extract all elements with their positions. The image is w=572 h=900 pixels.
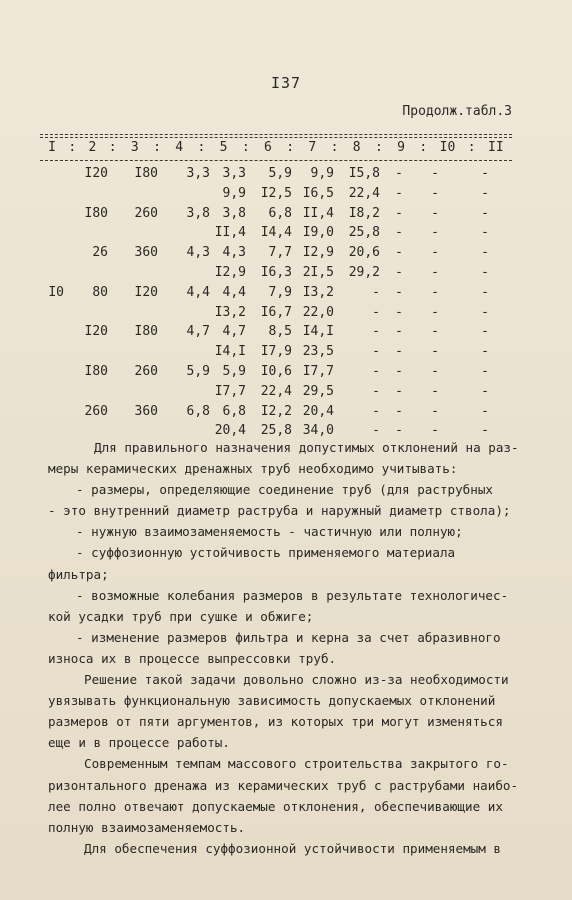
header-separator: : <box>241 140 250 155</box>
table-cell: I80 <box>134 324 158 340</box>
table-cell: - <box>372 423 380 439</box>
table-cell: - <box>431 245 439 261</box>
table-cell: 360 <box>134 403 158 419</box>
table-cell: 22,4 <box>348 185 380 201</box>
table-cell: - <box>481 324 489 340</box>
table-caption: Продолж.табл.3 <box>402 104 512 119</box>
table-cell: 29,2 <box>348 264 380 280</box>
text-line: лее полно отвечают допускаемые отклонения, обеспечивающие их <box>48 798 503 814</box>
table-cell: - <box>372 344 380 360</box>
table-header-cell: 8 <box>352 140 361 155</box>
table-cell: 7,9 <box>268 284 292 300</box>
table-cell: - <box>431 363 439 379</box>
table-cell: 4,3 <box>222 245 246 261</box>
table-cell: I7,9 <box>260 344 292 360</box>
table-cell: 260 <box>84 403 108 419</box>
header-separator: : <box>330 140 339 155</box>
text-line: увязывать функциональную зависимость допускаемых отклонений <box>48 693 496 709</box>
table-cell: 8,5 <box>268 324 292 340</box>
table-header-cell: I0 <box>439 140 456 155</box>
table-header-rule <box>40 160 512 161</box>
table-cell: I9,0 <box>302 225 334 241</box>
table-cell: 20,6 <box>348 245 380 261</box>
table-cell: 9,9 <box>222 185 246 201</box>
table-cell: - <box>395 344 403 360</box>
table-cell: I8,2 <box>348 205 380 221</box>
table-cell: 260 <box>134 205 158 221</box>
table-cell: - <box>395 423 403 439</box>
table-cell: - <box>431 225 439 241</box>
table-top-rule-double <box>40 137 512 138</box>
table-cell: 5,9 <box>222 363 246 379</box>
table-cell: I7,7 <box>302 363 334 379</box>
table-cell: I6,7 <box>260 304 292 320</box>
table-cell: - <box>431 344 439 360</box>
table-cell: I5,8 <box>348 166 380 181</box>
header-separator: : <box>108 140 117 155</box>
table-cell: 360 <box>134 245 158 261</box>
table-cell: - <box>395 205 403 221</box>
table-cell: - <box>431 166 439 181</box>
body-text <box>48 437 518 859</box>
table-cell: - <box>431 324 439 340</box>
text-line: - нужную взаимозаменяемость - частичную или полную; <box>76 524 463 540</box>
table-row <box>0 303 572 323</box>
table-cell: 20,4 <box>302 403 334 419</box>
table-cell: - <box>395 324 403 340</box>
table-cell: 26 <box>92 245 108 261</box>
table-cell: 25,8 <box>348 225 380 241</box>
header-separator: : <box>286 140 295 155</box>
table-cell: I3,2 <box>302 284 334 300</box>
table-cell: - <box>372 284 380 300</box>
table-cell: - <box>395 304 403 320</box>
table-cell: - <box>481 166 489 181</box>
table-top-rule <box>40 134 512 135</box>
text-line: Для обеспечения суффозионной устойчивости применяемым в <box>84 840 502 856</box>
table-cell: I80 <box>84 363 108 379</box>
table-cell: 260 <box>134 363 158 379</box>
table-cell: I80 <box>84 205 108 221</box>
table-cell: - <box>372 324 380 340</box>
table-row <box>0 223 572 243</box>
table-cell: I7,7 <box>214 383 246 399</box>
header-separator: : <box>467 140 476 155</box>
table-cell: I6,5 <box>302 185 334 201</box>
table-cell: - <box>395 185 403 201</box>
table-cell: 4,4 <box>222 284 246 300</box>
table-cell: - <box>481 264 489 280</box>
table-cell: - <box>481 344 489 360</box>
text-line: износа их в процессе выпрессовки труб. <box>48 650 337 666</box>
table-body <box>0 164 572 441</box>
table-cell: 23,5 <box>302 344 334 360</box>
table-cell: 25,8 <box>260 423 292 439</box>
table-header-cell: 3 <box>130 140 139 155</box>
table-cell: - <box>395 383 403 399</box>
text-line: Современным темпам массового строительства закрытого го- <box>84 756 509 772</box>
table-cell: - <box>481 383 489 399</box>
table-cell: - <box>395 284 403 300</box>
table-cell: 4,4 <box>186 284 210 300</box>
table-cell: - <box>431 383 439 399</box>
table-cell: I3,2 <box>214 304 246 320</box>
table-cell: I2,9 <box>214 264 246 280</box>
table-cell: I20 <box>84 166 108 181</box>
table-cell: - <box>372 403 380 419</box>
table-cell: 4,7 <box>186 324 210 340</box>
table-header-cell: 6 <box>264 140 272 155</box>
table-cell: I80 <box>134 166 158 181</box>
table-row <box>0 362 572 382</box>
table-cell: - <box>372 304 380 320</box>
table-cell: - <box>481 185 489 201</box>
table-cell: - <box>481 363 489 379</box>
table-cell: 5,9 <box>268 166 292 181</box>
table-cell: - <box>431 205 439 221</box>
table-cell: 22,4 <box>260 383 292 399</box>
table-cell: 80 <box>92 284 108 300</box>
text-line: полную взаимозаменяемость. <box>48 819 246 835</box>
table-cell: 29,5 <box>302 383 334 399</box>
table-row <box>0 283 572 303</box>
table-header-cell: 5 <box>219 140 228 155</box>
page-number: I37 <box>270 74 302 92</box>
header-separator: : <box>419 140 428 155</box>
text-line: Для правильного назначения допустимых отклонений на раз- <box>94 440 519 455</box>
header-separator: : <box>197 140 206 155</box>
table-cell: - <box>481 284 489 300</box>
table-header-cell: II <box>488 140 504 155</box>
table-cell: 5,9 <box>186 363 210 379</box>
table-header-cell: 4 <box>175 140 184 155</box>
table-cell: I4,I <box>214 344 246 360</box>
table-cell: - <box>395 403 403 419</box>
table-row <box>0 322 572 342</box>
table-cell: 6,8 <box>268 205 292 221</box>
text-line: ризонтального дренажа из керамических труб с раструбами наибо- <box>48 777 519 793</box>
table-cell: - <box>395 264 403 280</box>
table-header-cell: 9 <box>397 140 405 155</box>
header-separator: : <box>374 140 383 155</box>
table-cell: - <box>431 264 439 280</box>
table-cell: I2,5 <box>260 185 292 201</box>
table-cell: - <box>395 245 403 261</box>
table-cell: 20,4 <box>214 423 246 439</box>
table-cell: 4,3 <box>186 245 210 261</box>
table-cell: - <box>481 403 489 419</box>
table-cell: - <box>431 423 439 439</box>
header-separator: : <box>153 140 161 155</box>
text-line: - суффозионную устойчивость применяемого материала <box>76 545 456 561</box>
table-cell: II,4 <box>214 225 246 241</box>
table-cell: I0,6 <box>260 363 292 379</box>
header-separator: : <box>68 140 77 155</box>
table-cell: 22,0 <box>302 304 334 320</box>
text-line: меры керамических дренажных труб необходимо учитывать: <box>48 461 458 477</box>
text-line: фильтра; <box>48 566 109 582</box>
table-cell: 3,8 <box>222 205 246 221</box>
table-cell: I0 <box>48 284 64 300</box>
table-cell: - <box>372 383 380 399</box>
table-cell: - <box>431 304 439 320</box>
table-header-cell: I <box>48 140 56 155</box>
text-line: еще и в процессе работы. <box>48 735 230 751</box>
text-line: - возможные колебания размеров в результате технологичес- <box>76 587 509 603</box>
table-cell: 3,8 <box>186 205 210 221</box>
table-cell: I4,I <box>302 324 334 340</box>
table-cell: 6,8 <box>222 403 246 419</box>
table-cell: I6,3 <box>260 264 292 280</box>
table-cell: 3,3 <box>186 166 210 181</box>
table-cell: 6,8 <box>186 403 210 419</box>
table-row <box>0 402 572 422</box>
table-row <box>0 382 572 402</box>
table-row <box>0 243 572 263</box>
table-row <box>0 342 572 362</box>
table-row <box>0 204 572 224</box>
table-cell: 3,3 <box>222 166 246 181</box>
text-line: - изменение размеров фильтра и керна за счет абразивного <box>76 629 501 645</box>
table-cell: 4,7 <box>222 324 246 340</box>
table-cell: - <box>395 363 403 379</box>
table-cell: I4,4 <box>260 225 292 241</box>
table-cell: - <box>372 363 380 379</box>
table-cell: - <box>481 225 489 241</box>
table-cell: I2,2 <box>260 403 292 419</box>
table-cell: - <box>481 245 489 261</box>
table-cell: II,4 <box>302 205 334 221</box>
table-cell: 34,0 <box>302 423 334 439</box>
text-line: кой усадки труб при сушке и обжиге; <box>48 608 314 624</box>
table-row <box>0 263 572 283</box>
table-cell: - <box>431 403 439 419</box>
table-header-cell: 7 <box>308 140 317 155</box>
table-cell: I20 <box>84 324 108 340</box>
table-header-cell: 2 <box>88 140 97 155</box>
table-header-row <box>40 140 512 155</box>
table-cell: - <box>431 284 439 300</box>
text-line: Решение такой задачи довольно сложно из-за необходимости <box>84 672 509 688</box>
text-line: размеров от пяти аргументов, из которых три могут изменяться <box>48 714 503 730</box>
table-cell: - <box>395 225 403 241</box>
table-cell: - <box>481 205 489 221</box>
text-line: - размеры, определяющие соединение труб (для раструбных <box>76 482 494 498</box>
table-row <box>0 184 572 204</box>
table-cell: - <box>481 423 489 439</box>
table-cell: 2I,5 <box>302 264 334 280</box>
table-cell: I20 <box>134 284 158 300</box>
table-cell: 7,7 <box>268 245 292 261</box>
table-cell: I2,9 <box>302 245 334 261</box>
table-cell: - <box>431 185 439 201</box>
text-line: - это внутренний диаметр раструба и наружный диаметр ствола); <box>48 503 511 519</box>
table-cell: - <box>481 304 489 320</box>
table-cell: - <box>395 166 403 181</box>
table-row <box>0 164 572 184</box>
table-cell: 9,9 <box>310 166 334 181</box>
